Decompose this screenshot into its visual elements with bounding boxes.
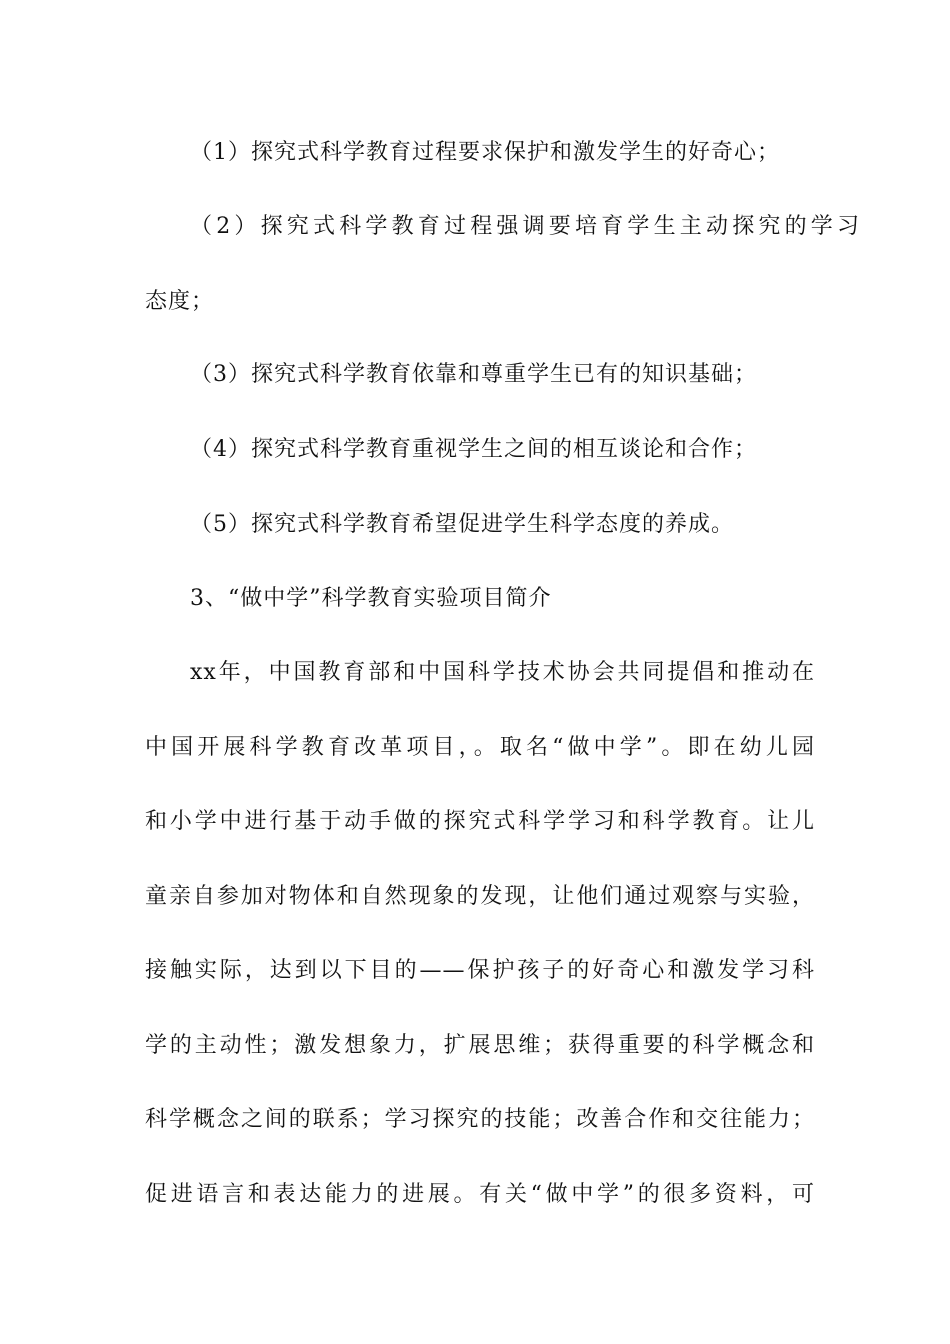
paragraph-line-4: 童亲自参加对物体和自然现象的发现，让他们通过观察与实验， — [145, 884, 815, 909]
paragraph-line-6: 学的主动性；激发想象力，扩展思维；获得重要的科学概念和 — [145, 1033, 815, 1058]
list-item-5: （5）探究式科学教育希望促进学生科学态度的养成。 — [190, 512, 734, 537]
paragraph-line-1: xx年，中国教育部和中国科学技术协会共同提倡和推动在 — [190, 660, 815, 685]
paragraph-line-5: 接触实际，达到以下目的——保护孩子的好奇心和激发学习科 — [145, 958, 815, 983]
paragraph-line-3: 和小学中进行基于动手做的探究式科学学习和科学教育。让儿 — [145, 809, 815, 834]
paragraph-line-7: 科学概念之间的联系；学习探究的技能；改善合作和交往能力； — [145, 1107, 815, 1132]
section-heading: 3、“做中学”科学教育实验项目简介 — [190, 586, 552, 611]
list-item-2-continuation: 态度； — [145, 289, 215, 314]
paragraph-line-2: 中国开展科学教育改革项目，。取名“做中学”。即在幼儿园 — [145, 735, 815, 760]
list-item-1: （1）探究式科学教育过程要求保护和激发学生的好奇心； — [190, 140, 780, 165]
list-item-4: （4）探究式科学教育重视学生之间的相互谈论和合作； — [190, 437, 757, 462]
paragraph-line-8: 促进语言和表达能力的进展。有关“做中学”的很多资料，可 — [145, 1182, 815, 1207]
list-item-2: （2）探究式科学教育过程强调要培育学生主动探究的学习 — [190, 214, 860, 239]
list-item-3: （3）探究式科学教育依靠和尊重学生已有的知识基础； — [190, 362, 757, 387]
